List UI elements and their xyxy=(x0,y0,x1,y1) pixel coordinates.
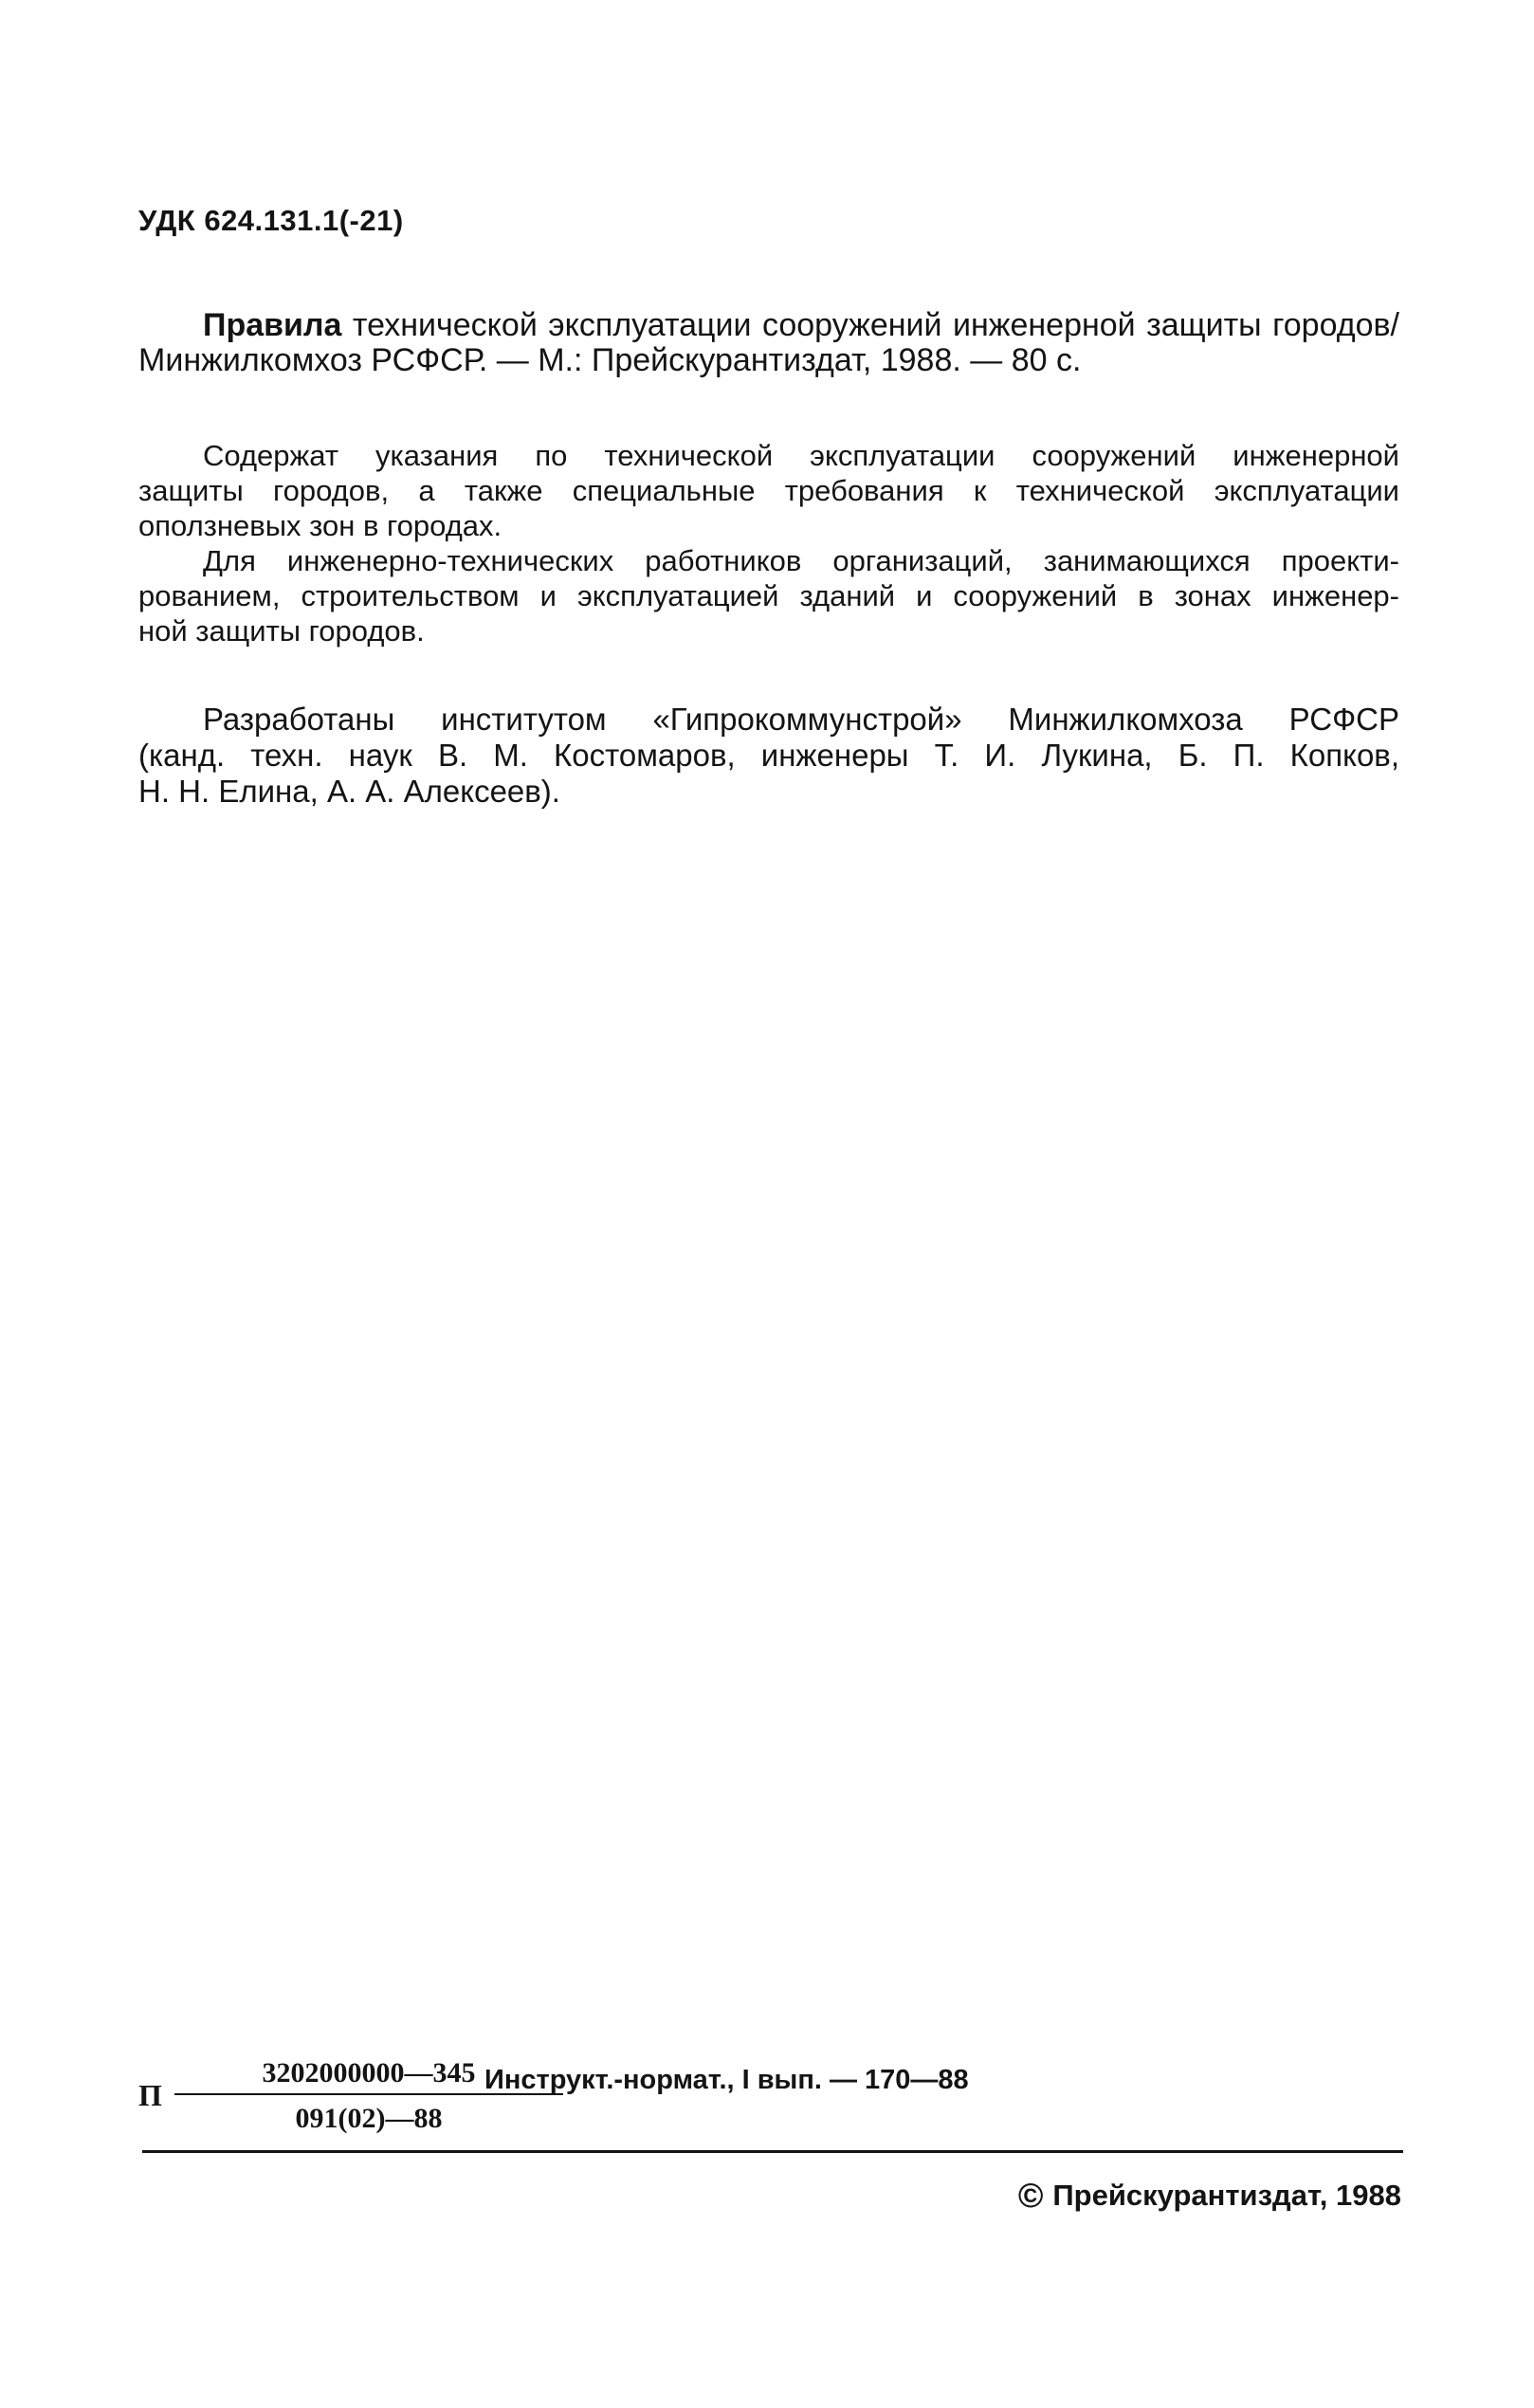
bibliographic-line xyxy=(138,308,1399,343)
developers-line: Н. Н. Елина, А. А. Алексеев). xyxy=(138,774,560,809)
developers-line: (канд. техн. наук В. М. Костомаров, инженеры Т. И. Лукина, Б. П. Копков, xyxy=(138,738,1399,773)
developers-line: Разработаны институтом «Гипрокоммунстрой» Минжилкомхоза РСФСР xyxy=(203,702,1399,737)
bibliographic-line: Минжилкомхоз РСФСР. — М.: Прейскурантиздат, 1988. — 80 с. xyxy=(138,342,1082,378)
imprint-series: Инструкт.-нормат., I вып. — 170—88 xyxy=(484,2065,969,2095)
imprint-divider xyxy=(142,2150,1403,2153)
annotation-line: рованием, строительством и эксплуатацией зданий и сооружений в зонах инженер- xyxy=(138,579,1399,612)
annotation-line: ной защиты городов. xyxy=(138,614,425,648)
annotation-line: защиты городов, а также специальные требования к технической эксплуатации xyxy=(138,474,1399,507)
annotation-line: Для инженерно-технических работников организаций, занимающихся проекти- xyxy=(203,544,1399,577)
bibliographic-line-text: технической эксплуатации сооружений инженерной защиты городов/ xyxy=(352,307,1399,343)
annotation-line: Содержат указания по технической эксплуатации сооружений инженерной xyxy=(203,439,1399,472)
udc-code: УДК 624.131.1(-21) xyxy=(138,204,404,237)
imprint-denominator: 091(02)—88 xyxy=(295,2103,443,2134)
annotation-line: оползневых зон в городах. xyxy=(138,509,502,542)
annotation xyxy=(138,438,1399,648)
imprint-numerator: 3202000000—345 xyxy=(174,2057,563,2095)
copyright-text: Прейскурантиздат, 1988 xyxy=(1052,2179,1401,2212)
bibliographic-record xyxy=(138,308,1399,378)
developers-note xyxy=(138,702,1399,810)
copyright-line xyxy=(1018,2176,1401,2216)
bibliographic-title-word: Правила xyxy=(203,307,342,343)
imprint-letter: П xyxy=(138,2078,162,2112)
copyright-icon: © xyxy=(1017,2176,1044,2215)
